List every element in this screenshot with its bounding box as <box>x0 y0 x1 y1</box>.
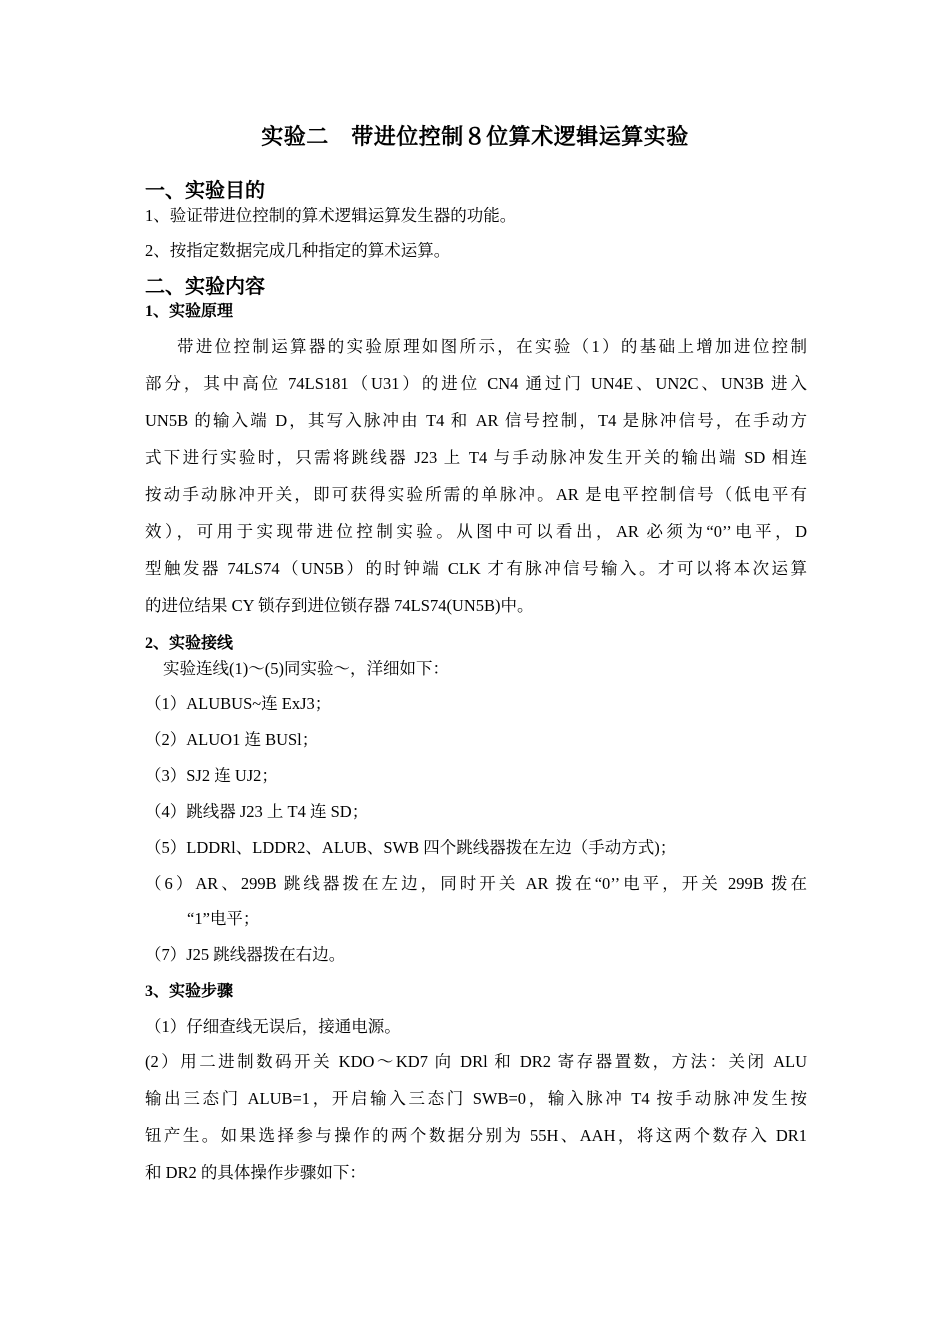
steps-line: （1）仔细查线无误后，接通电源。 <box>145 1017 401 1036</box>
wiring-item: （3）SJ2 连 UJ2； <box>145 766 278 785</box>
principle-line: 型触发器 74LS74（UN5B）的时钟端 CLK 才有脉冲信号输入。才可以将本次运算 <box>145 559 807 578</box>
wiring-item: （1）ALUBUS~连 ExJ3； <box>145 694 332 713</box>
principle-line: 效），可用于实现带进位控制实验。从图中可以看出，AR 必须为“0’’电平，D <box>145 522 807 541</box>
steps-line: 钮产生。如果选择参与操作的两个数据分别为 55H、AAH，将这两个数存入 DR1 <box>145 1126 807 1145</box>
principle-line: 按动手动脉冲开关，即可获得实验所需的单脉冲。AR 是电平控制信号（低电平有 <box>145 485 807 504</box>
principle-line: 式下进行实验时，只需将跳线器 J23 上 T4 与手动脉冲发生开关的输出端 SD 相连 <box>145 448 807 467</box>
page-title: 实验二 带进位控制８位算术逻辑运算实验 <box>261 124 689 149</box>
section-heading-content: 二、实验内容 <box>145 276 265 298</box>
steps-line: 和 DR2 的具体操作步骤如下： <box>145 1163 366 1182</box>
section-heading-purpose: 一、实验目的 <box>145 180 265 202</box>
principle-line: 部分，其中高位 74LS181（U31）的进位 CN4 通过门 UN4E、UN2C、UN3B 进入 <box>145 374 807 393</box>
steps-line: 输出三态门 ALUB=1，开启输入三态门 SWB=0，输入脉冲 T4 按手动脉冲发生按 <box>145 1089 807 1108</box>
wiring-item: （6）AR、299B 跳线器拨在左边，同时开关 AR 拨在“0’’电平，开关 299B 拨在 <box>145 874 807 893</box>
wiring-item-continuation: “1”电平； <box>187 909 260 928</box>
subheading-principle: 1、实验原理 <box>145 303 234 320</box>
wiring-item: （4）跳线器 J23 上 T4 连 SD； <box>145 802 369 821</box>
purpose-item: 1、验证带进位控制的算术逻辑运算发生器的功能。 <box>145 206 517 225</box>
subheading-wiring: 2、实验接线 <box>145 635 234 652</box>
principle-line: UN5B 的输入端 D，其写入脉冲由 T4 和 AR 信号控制，T4 是脉冲信号，在手动方 <box>145 411 807 430</box>
purpose-item: 2、按指定数据完成几种指定的算术运算。 <box>145 241 451 260</box>
wiring-item: （7）J25 跳线器拨在右边。 <box>145 945 346 964</box>
wiring-item: （2）ALUO1 连 BUSl； <box>145 730 319 749</box>
wiring-item: （5）LDDRl、LDDR2、ALUB、SWB 四个跳线器拨在左边（手动方式)； <box>145 838 677 857</box>
steps-line: (2）用二进制数码开关 KDO～KD7 向 DRl 和 DR2 寄存器置数，方法：关闭 ALU <box>145 1052 807 1071</box>
principle-line: 带进位控制运算器的实验原理如图所示，在实验（1）的基础上增加进位控制 <box>177 337 807 356</box>
wiring-intro: 实验连线(1)～(5)同实验～，洋细如下： <box>163 659 449 678</box>
principle-line: 的进位结果 CY 锁存到进位锁存器 74LS74(UN5B)中。 <box>145 596 534 615</box>
subheading-steps: 3、实验步骤 <box>145 983 234 1000</box>
